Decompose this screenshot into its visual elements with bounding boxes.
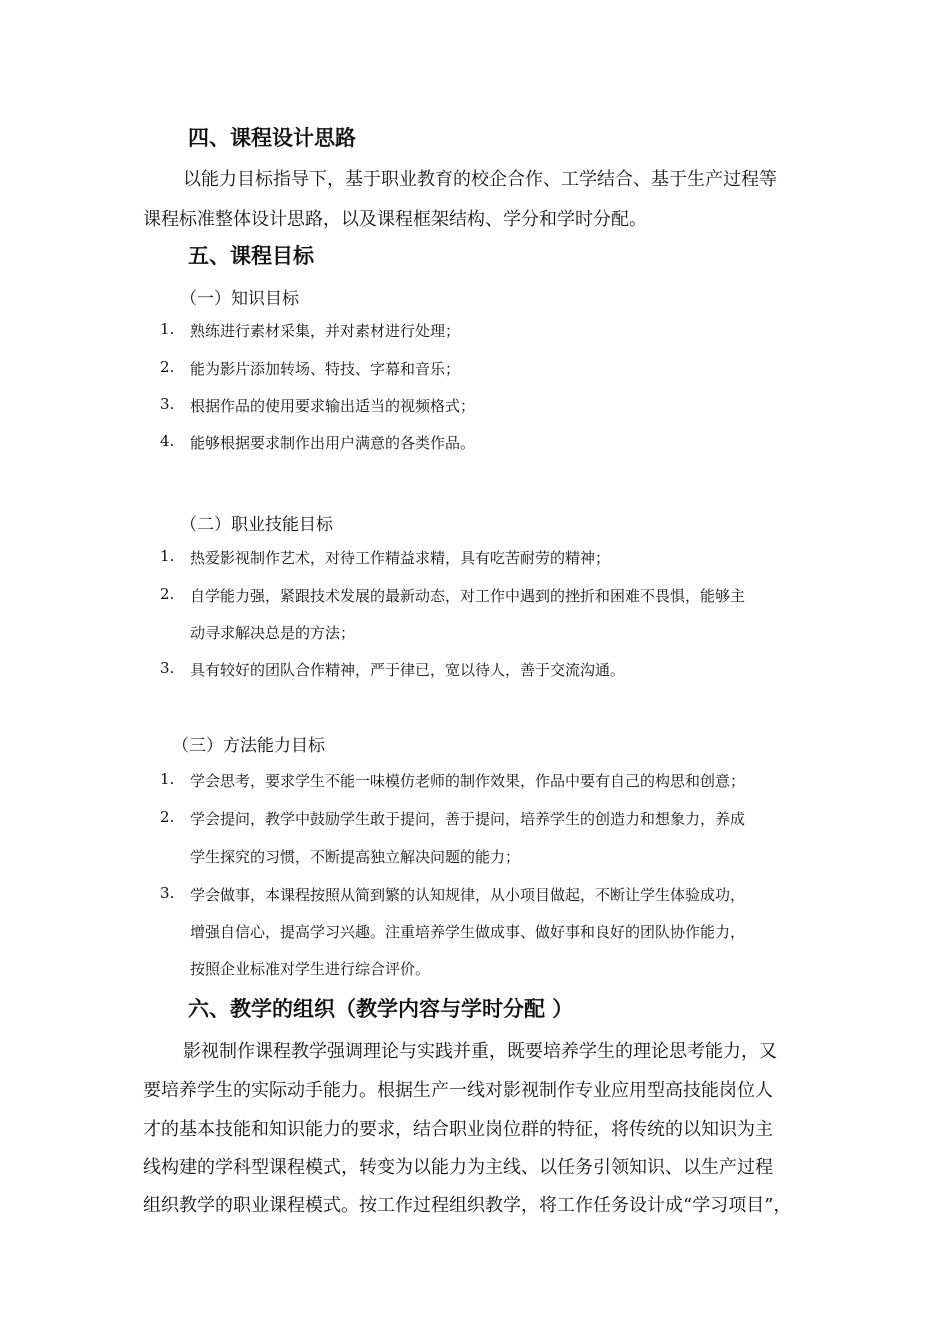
list-item: 学会思考，要求学生不能一味模仿老师的制作效果，作品中要有自己的构思和创意； — [190, 772, 746, 790]
list-item-number: 4. — [160, 432, 175, 450]
section-6-paragraph-line: 组织教学的职业课程模式。按工作过程组织教学，将工作任务设计成“学习项目”， — [143, 1195, 792, 1216]
list-item-number: 1. — [160, 320, 175, 338]
list-item: 能为影片添加转场、特技、字幕和音乐； — [190, 360, 461, 378]
list-item: 学会提问，教学中鼓励学生敢于提问，善于提问，培养学生的创造力和想象力，养成 — [190, 810, 746, 828]
section-6-paragraph-line: 要培养学生的实际动手能力。根据生产一线对影视制作专业应用型高技能岗位人 — [143, 1080, 773, 1101]
section-4-paragraph-line-1: 以能力目标指导下，基于职业教育的校企合作、工学结合、基于生产过程等 — [183, 169, 777, 190]
list-item: 学会做事，本课程按照从简到繁的认知规律，从小项目做起，不断让学生体验成功， — [190, 886, 746, 904]
list-item-number: 2. — [160, 585, 175, 603]
list-item: 根据作品的使用要求输出适当的视频格式； — [190, 397, 476, 415]
skill-goals-title: （二）职业技能目标 — [180, 515, 333, 535]
section-4-title: 四、课程设计思路 — [188, 126, 356, 150]
list-item-continuation: 按照企业标准对学生进行综合评价。 — [190, 960, 431, 978]
list-item: 自学能力强，紧跟技术发展的最新动态，对工作中遇到的挫折和困难不畏惧，能够主 — [190, 587, 746, 605]
list-item-continuation: 学生探究的习惯，不断提高独立解决问题的能力； — [190, 848, 521, 866]
list-item-number: 3. — [160, 884, 175, 902]
section-6-paragraph-line: 线构建的学科型课程模式，转变为以能力为主线、以任务引领知识、以生产过程 — [143, 1157, 773, 1178]
section-4-paragraph-line-2: 课程标准整体设计思路，以及课程框架结构、学分和学时分配。 — [143, 209, 647, 230]
list-item: 熟练进行素材采集，并对素材进行处理； — [190, 322, 461, 340]
method-goals-title: （三）方法能力目标 — [172, 736, 325, 756]
list-item-continuation: 动寻求解决总是的方法； — [190, 624, 356, 642]
list-item: 能够根据要求制作出用户满意的各类作品。 — [190, 434, 476, 452]
list-item: 具有较好的团队合作精神，严于律已，宽以待人，善于交流沟通。 — [190, 661, 626, 679]
section-6-paragraph-line: 才的基本技能和知识能力的要求，结合职业岗位群的特征，将传统的以知识为主 — [143, 1119, 773, 1140]
list-item-number: 3. — [160, 395, 175, 413]
section-6-title: 六、教学的组织（教学内容与学时分配 ） — [188, 997, 574, 1021]
section-6-paragraph-line: 影视制作课程教学强调理论与实践并重，既要培养学生的理论思考能力，又 — [183, 1041, 777, 1062]
list-item-number: 2. — [160, 808, 175, 826]
list-item-number: 1. — [160, 770, 175, 788]
section-5-title: 五、课程目标 — [188, 244, 314, 268]
list-item-continuation: 增强自信心，提高学习兴趣。注重培养学生做成事、做好事和良好的团队协作能力， — [190, 923, 746, 941]
knowledge-goals-title: （一）知识目标 — [180, 289, 299, 309]
list-item: 热爱影视制作艺术，对待工作精益求精，具有吃苦耐劳的精神； — [190, 549, 611, 567]
list-item-number: 2. — [160, 358, 175, 376]
list-item-number: 1. — [160, 547, 175, 565]
list-item-number: 3. — [160, 659, 175, 677]
